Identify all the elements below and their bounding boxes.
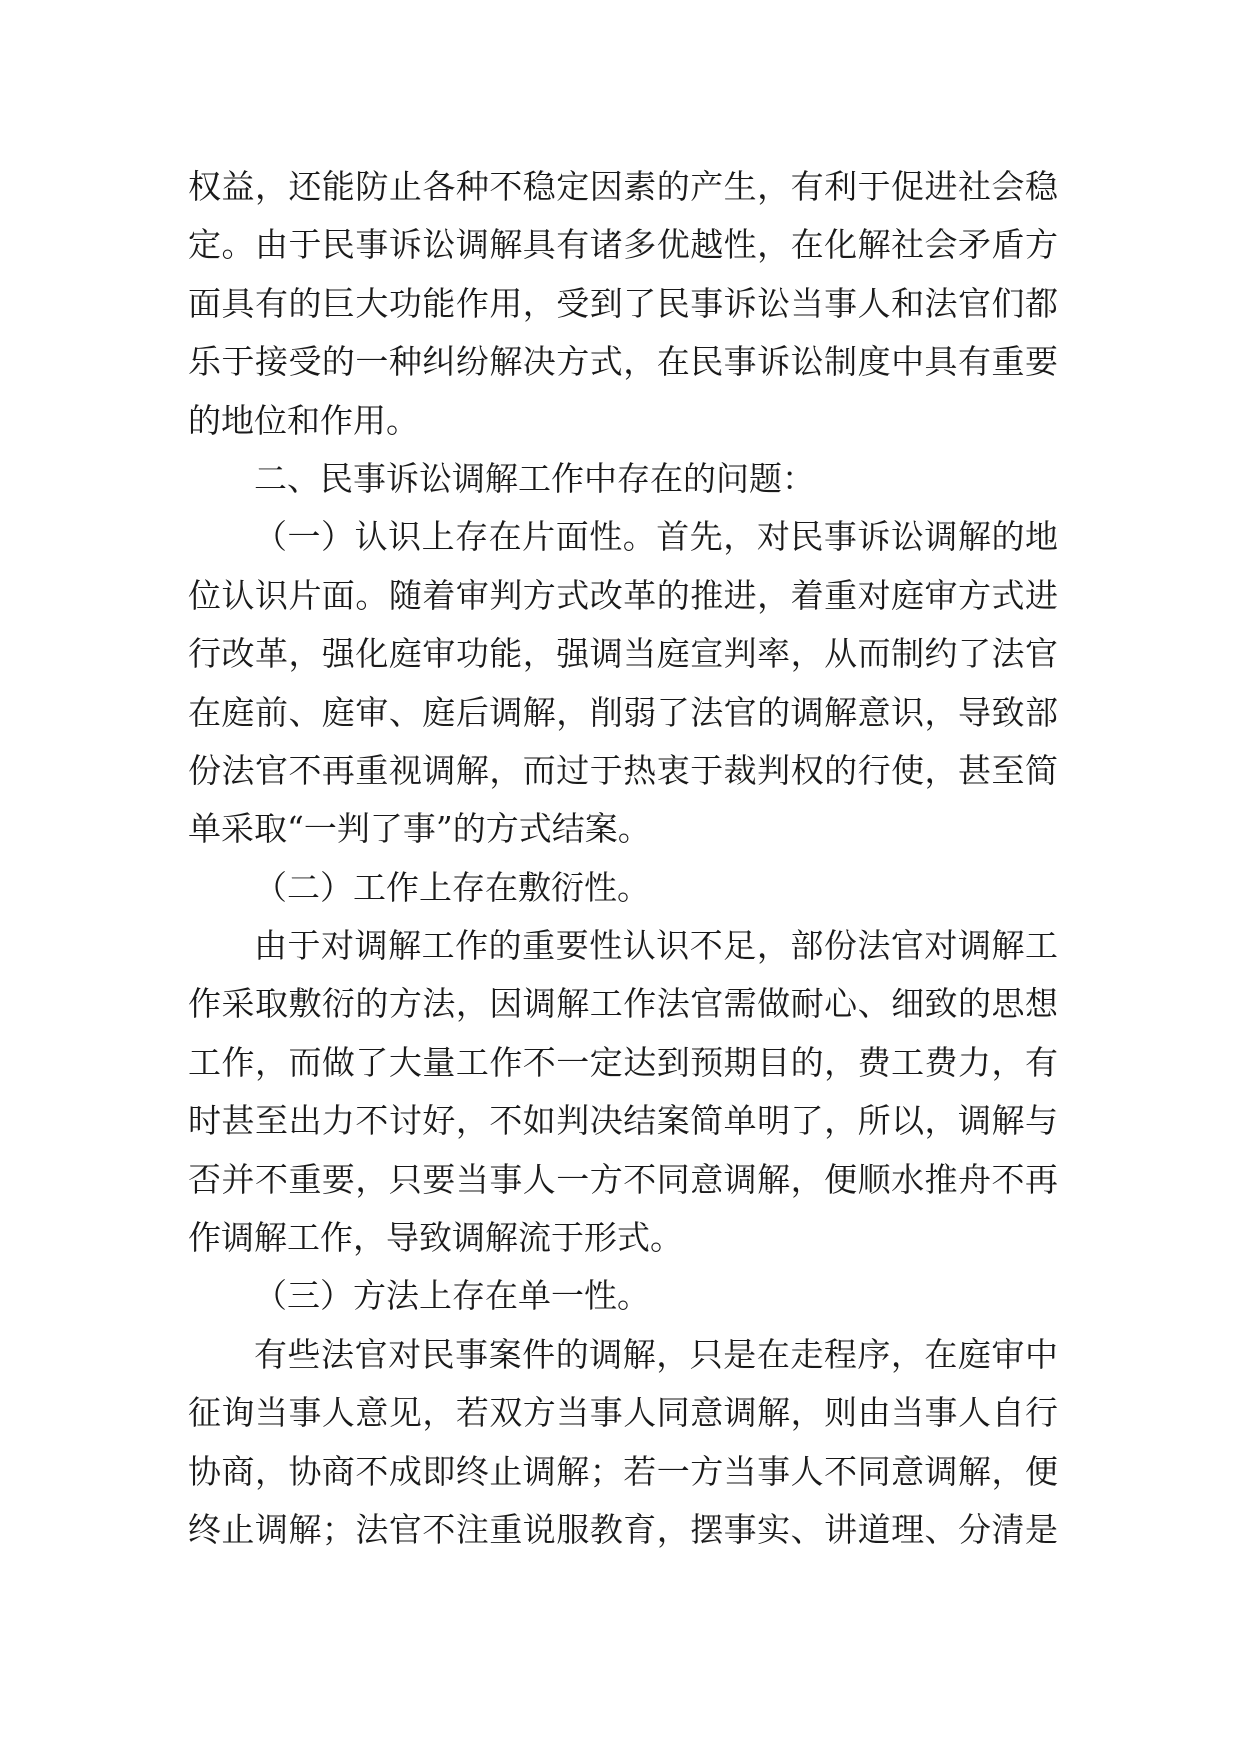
text-line-15: 作采取敷衍的方法，因调解工作法官需做耐心、细致的思想 <box>188 984 1058 1024</box>
text-line-10: 在庭前、庭审、庭后调解，削弱了法官的调解意识，导致部 <box>188 692 1058 732</box>
text-line-22: 征询当事人意见，若双方当事人同意调解，则由当事人自行 <box>188 1393 1058 1433</box>
subsection-heading-2: （二）工作上存在敷衍性。 <box>254 867 650 907</box>
section-heading-2: 二、民事诉讼调解工作中存在的问题： <box>254 458 815 498</box>
text-line-23: 协商，协商不成即终止调解；若一方当事人不同意调解，便 <box>188 1451 1058 1491</box>
text-line-3: 面具有的巨大功能作用，受到了民事诉讼当事人和法官们都 <box>188 283 1058 323</box>
text-line-8: 位认识片面。随着审判方式改革的推进，着重对庭审方式进 <box>188 575 1058 615</box>
text-line-17: 时甚至出力不讨好，不如判决结案简单明了，所以，调解与 <box>188 1101 1058 1141</box>
text-line-19: 作调解工作，导致调解流于形式。 <box>188 1218 683 1258</box>
text-line-14: 由于对调解工作的重要性认识不足，部份法官对调解工 <box>254 926 1058 966</box>
subsection-heading-3: （三）方法上存在单一性。 <box>254 1276 650 1316</box>
text-line-11: 份法官不再重视调解，而过于热衷于裁判权的行使，甚至简 <box>188 750 1058 790</box>
text-line-24: 终止调解；法官不注重说服教育，摆事实、讲道理、分清是 <box>188 1509 1058 1549</box>
text-line-16: 工作，而做了大量工作不一定达到预期目的，费工费力，有 <box>188 1042 1058 1082</box>
text-line-7: （一）认识上存在片面性。首先，对民事诉讼调解的地 <box>254 517 1058 557</box>
text-line-2: 定。由于民事诉讼调解具有诸多优越性，在化解社会矛盾方 <box>188 225 1058 265</box>
text-line-9: 行改革，强化庭审功能，强调当庭宣判率，从而制约了法官 <box>188 634 1058 674</box>
text-line-5: 的地位和作用。 <box>188 400 419 440</box>
text-line-12: 单采取“一判了事”的方式结案。 <box>188 809 651 849</box>
text-line-18: 否并不重要，只要当事人一方不同意调解，便顺水推舟不再 <box>188 1159 1058 1199</box>
text-line-1: 权益，还能防止各种不稳定因素的产生，有利于促进社会稳 <box>188 167 1058 206</box>
document-page <box>188 158 1058 1559</box>
text-line-4: 乐于接受的一种纠纷解决方式，在民事诉讼制度中具有重要 <box>188 342 1058 382</box>
text-line-21: 有些法官对民事案件的调解，只是在走程序，在庭审中 <box>254 1334 1058 1374</box>
